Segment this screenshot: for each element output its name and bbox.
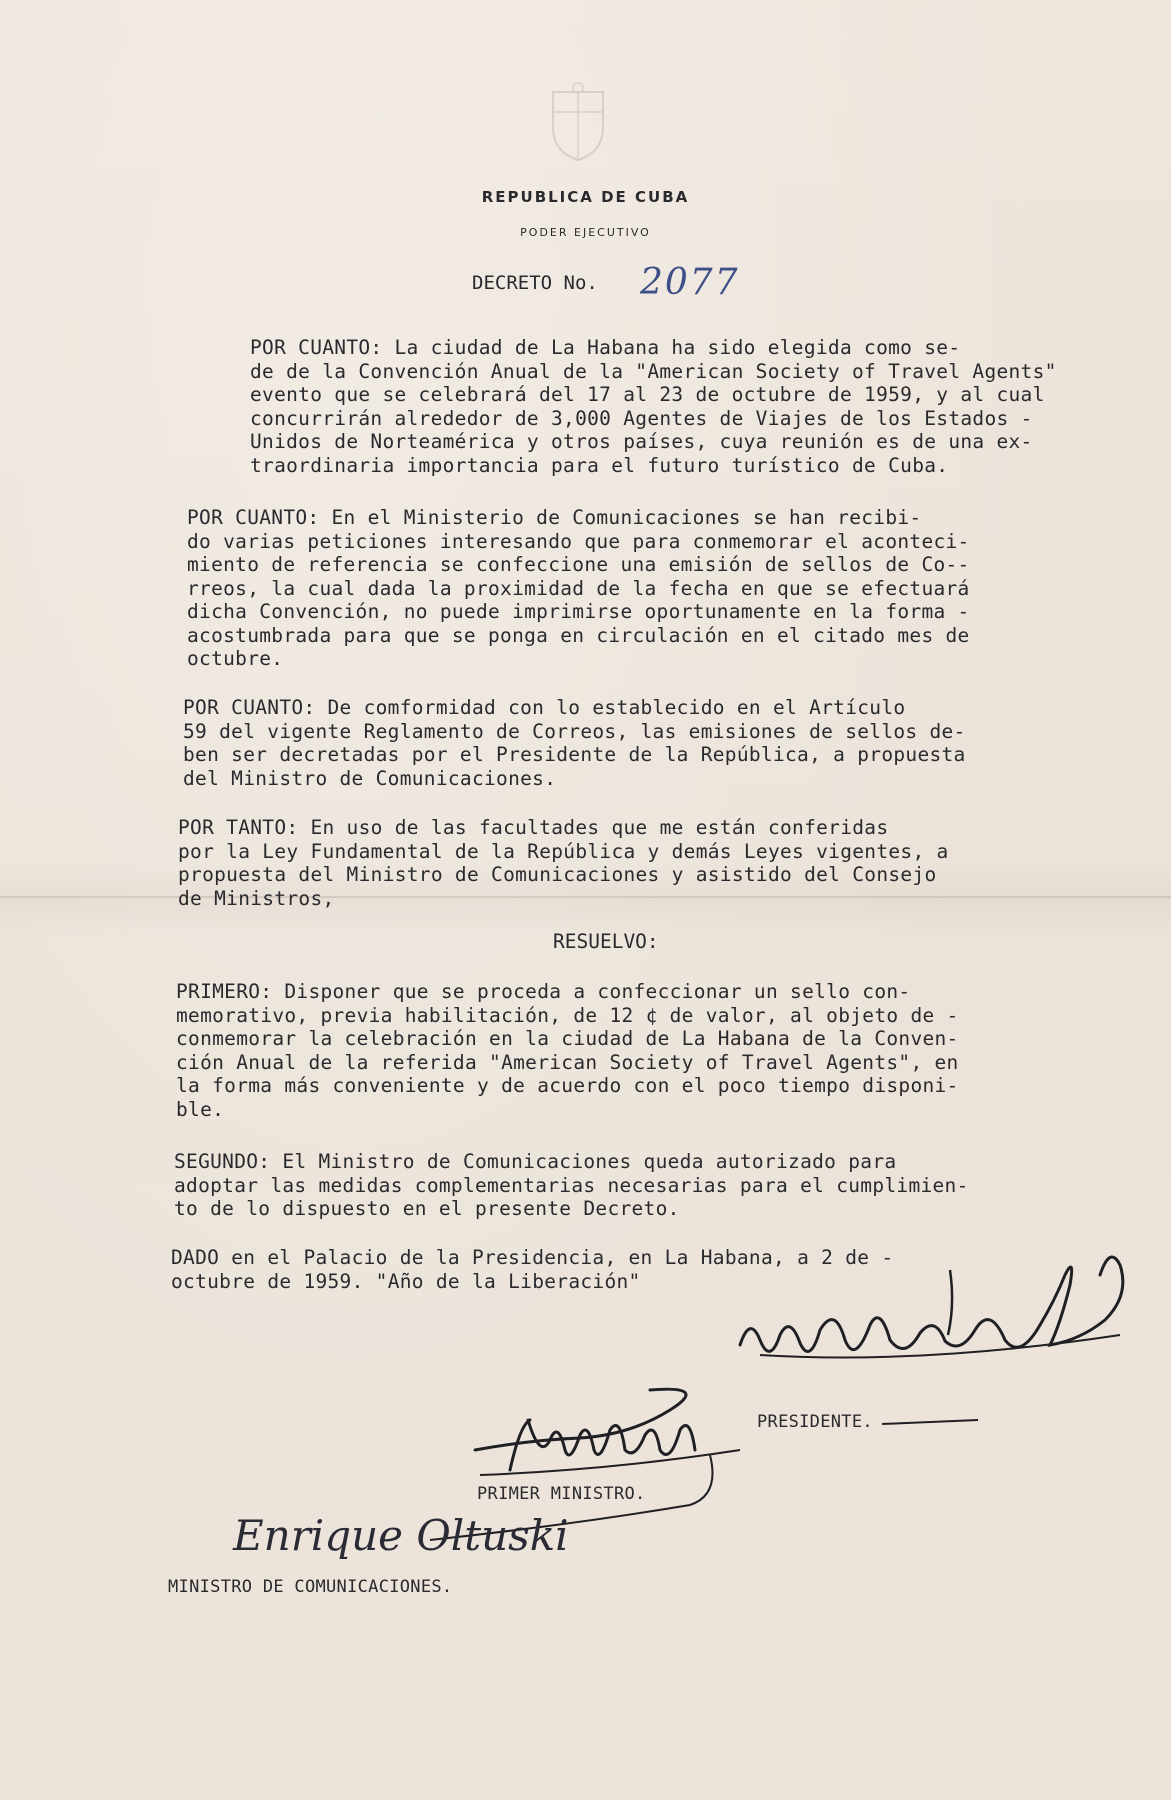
president-signature	[720, 1245, 1140, 1395]
header-subtitle: PODER EJECUTIVO	[520, 226, 651, 239]
paragraph-segundo: SEGUNDO: El Ministro de Comunicaciones queda autorizado para adoptar las medidas complementarias necesarias para el cumplimien- to de lo dispuesto en el presente Decreto.	[174, 1150, 969, 1220]
paragraph-dado: DADO en el Palacio de la Presidencia, en La Habana, a 2 de - octubre de 1959. "Año de la Liberación"	[171, 1246, 894, 1293]
decree-number: 2077	[640, 262, 740, 303]
decree-label: DECRETO No.	[472, 272, 598, 294]
paragraph-por-cuanto-1: POR CUANTO: La ciudad de La Habana ha sido elegida como se- de de la Convención Anual de la "American Society of Travel Agents" evento que se celebrará del 17 al 23 de octubre de 1959, y al cual concurrirán alrededor de 3,000 Agentes de Viajes de los Estados - Unidos de Norteamérica y otros países, cuya reunión es de una ex- traordinaria importancia para el futuro turístico de Cuba.	[250, 336, 1057, 477]
coat-of-arms-icon	[543, 82, 613, 162]
svg-text:Enrique Oltuski: Enrique Oltuski	[233, 1511, 569, 1560]
minister-label: MINISTRO DE COMUNICACIONES.	[168, 1577, 453, 1597]
prime-minister-label: PRIMER MINISTRO.	[477, 1484, 646, 1504]
paragraph-por-tanto: POR TANTO: En uso de las facultades que me están conferidas por la Ley Fundamental de la República y demás Leyes vigentes, a propuesta del Ministro de Comunicaciones y asistido del Consejo de Ministros,	[178, 816, 949, 910]
paragraph-por-cuanto-3: POR CUANTO: De comformidad con lo establecido en el Artículo 59 del vigente Reglamento de Correos, las emisiones de sellos de- ben ser decretadas por el Presidente de la República, a propuesta del Ministro de Comunicaciones.	[183, 696, 966, 790]
president-label: PRESIDENTE.	[757, 1412, 873, 1432]
paragraph-por-cuanto-2: POR CUANTO: En el Ministerio de Comunicaciones se han recibi- do varias peticiones interesando que para conmemorar el aconteci- miento de referencia se confeccione una emisión de sellos de Co-- rreos, la cual dada la proximidad de la fecha en que se efectuará dicha Convención, no puede imprimirse oportunamente en la forma - acostumbrada para que se ponga en circulación en el citado mes de octubre.	[187, 506, 970, 670]
header-title: REPUBLICA DE CUBA	[481, 188, 690, 206]
minister-signature	[225, 1495, 569, 1570]
resuelvo-heading: RESUELVO:	[553, 930, 659, 953]
president-underline	[880, 1418, 980, 1428]
paragraph-primero: PRIMERO: Disponer que se proceda a confeccionar un sello con- memorativo, previa habilitación, de 12 ¢ de valor, al objeto de - conmemorar la celebración en la ciudad de La Habana de la Conven- ción Anual de la referida "American Society of Travel Agents", en la forma más conveniente y de acuerdo con el poco tiempo disponi- ble.	[176, 980, 959, 1121]
